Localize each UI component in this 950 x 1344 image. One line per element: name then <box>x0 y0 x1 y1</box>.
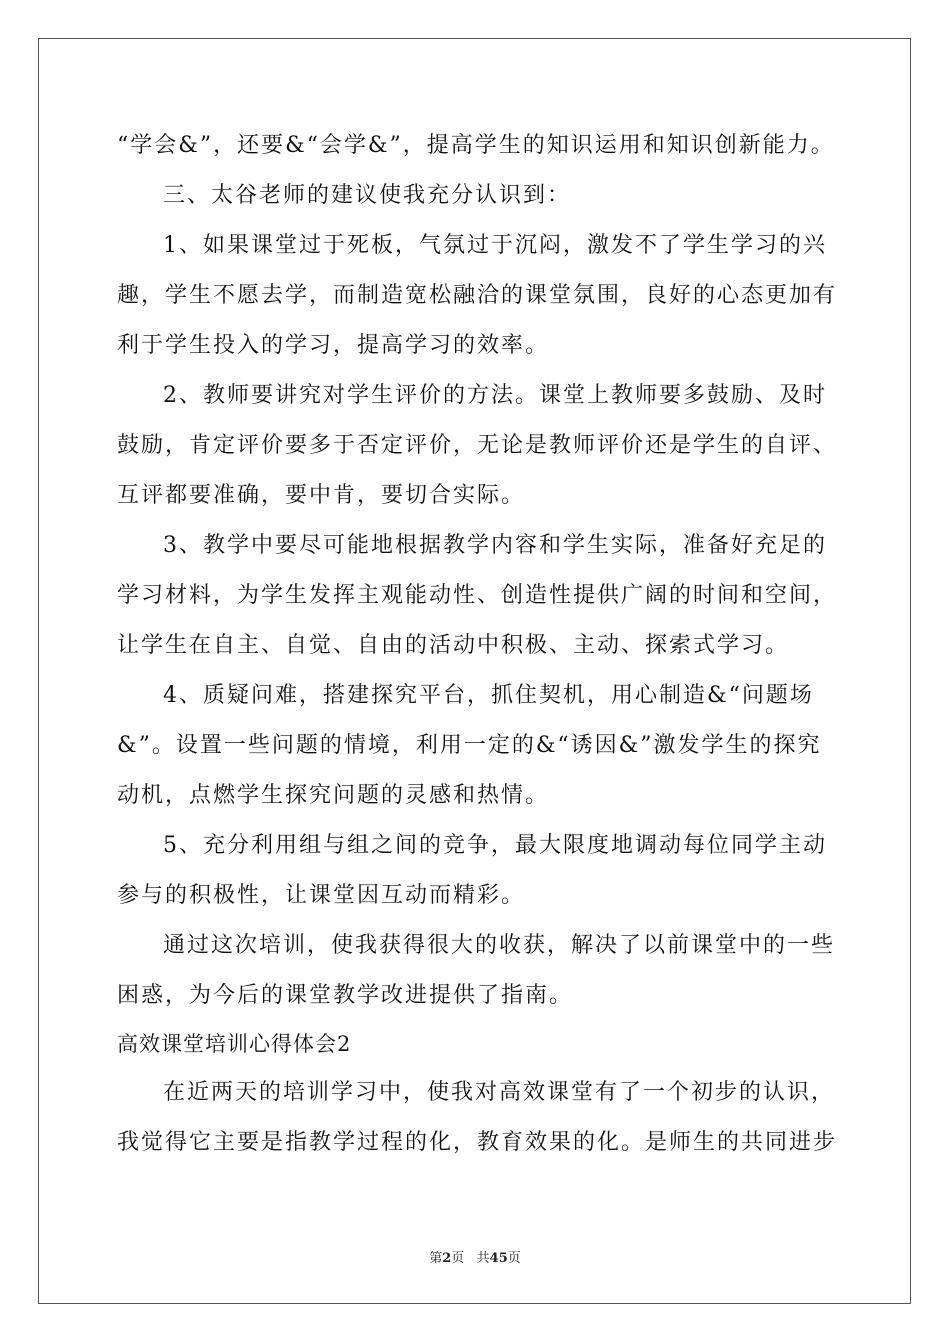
text-line: 三、太谷老师的建议使我充分认识到： <box>163 183 572 208</box>
text-line: &”。设置一些问题的情境，利用一定的&“诱因&”激发学生的探究 <box>117 733 822 758</box>
text-line: 通过这次培训，使我获得很大的收获，解决了以前课堂中的一些 <box>163 933 836 958</box>
text-line: 利于学生投入的学习，提高学习的效率。 <box>117 333 550 358</box>
text-line: 我觉得它主要是指教学过程的化，教育效果的化。是师生的共同进步 <box>117 1130 838 1155</box>
text-line: 动机，点燃学生探究问题的灵感和热情。 <box>117 783 550 808</box>
text-line: 让学生在自主、自觉、自由的活动中积极、主动、探索式学习。 <box>117 633 790 658</box>
text-line: 5、充分利用组与组之间的竞争，最大限度地调动每位同学主动 <box>163 833 827 858</box>
text-line: 参与的积极性，让课堂因互动而精彩。 <box>117 883 526 908</box>
current-page-number: 2 <box>442 1251 452 1266</box>
footer-prefix: 第 <box>429 1251 443 1266</box>
text-line: 鼓励，肯定评价要多于否定评价，无论是教师评价还是学生的自评、 <box>117 433 838 458</box>
text-line: 趣，学生不愿去学，而制造宽松融洽的课堂氛围，良好的心态更加有 <box>117 283 838 308</box>
text-line: 1、如果课堂过于死板，气氛过于沉闷，激发不了学生学习的兴 <box>163 233 827 258</box>
page-footer <box>0 1247 950 1266</box>
text-line: 在近两天的培训学习中，使我对高效课堂有了一个初步的认识， <box>163 1080 836 1105</box>
text-line: 互评都要准确，要中肯，要切合实际。 <box>117 483 526 508</box>
section-heading: 高效课堂培训心得体会2 <box>117 1032 352 1056</box>
total-pages-number: 45 <box>489 1251 508 1266</box>
text-line: 困惑，为今后的课堂教学改进提供了指南。 <box>117 983 574 1008</box>
footer-middle: 页 共 <box>451 1251 490 1266</box>
text-line: 4、质疑问难，搭建探究平台，抓住契机，用心制造&“问题场 <box>163 683 814 708</box>
text-line: “学会&”，还要&“会学&”，提高学生的知识运用和知识创新能力。 <box>117 133 835 158</box>
footer-suffix: 页 <box>507 1251 521 1266</box>
text-line: 学习材料，为学生发挥主观能动性、创造性提供广阔的时间和空间， <box>117 583 838 608</box>
text-line: 2、教师要讲究对学生评价的方法。课堂上教师要多鼓励、及时 <box>163 383 827 408</box>
text-line: 3、教学中要尽可能地根据教学内容和学生实际，准备好充足的 <box>163 533 827 558</box>
